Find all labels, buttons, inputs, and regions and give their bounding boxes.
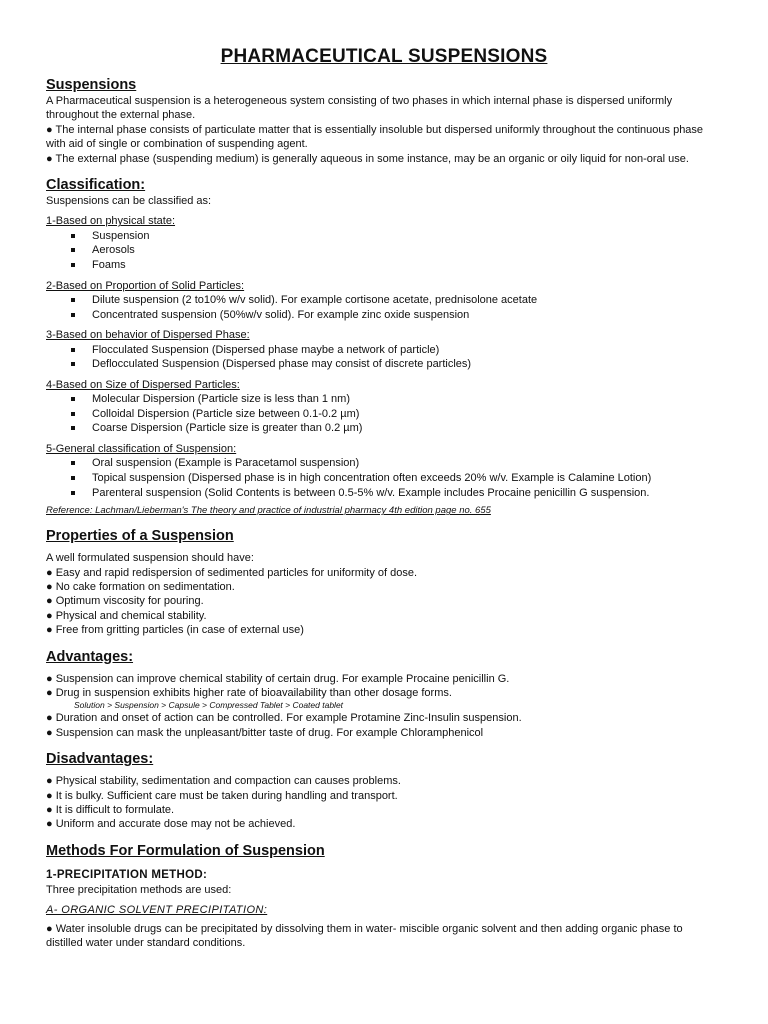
list-item: Oral suspension (Example is Paracetamol suspension) [71,456,722,471]
square-bullet-icon [71,313,75,317]
square-bullet-icon [71,461,75,465]
list-item: Aerosols [71,243,722,258]
precipitation-method-heading: 1-PRECIPITATION METHOD: [46,868,208,881]
list-item: Parenteral suspension (Solid Contents is between 0.5-5% w/v. Example includes Procaine penicillin G suspension. [71,486,722,501]
square-bullet-icon [71,491,75,495]
properties-bullet: ● No cake formation on sedimentation. [46,581,235,593]
suspensions-bullet: ● The internal phase consists of particulate matter that is essentially insoluble but dispersed uniformly throughout the continuous phase with aid of single or combination of suspending agent. [46,123,704,151]
heading-methods: Methods For Formulation of Suspension [46,842,325,859]
square-bullet-icon [71,397,75,401]
list-item: Topical suspension (Dispersed phase is in high concentration often exceeds 20% w/v. Example is Calamine Lotion) [71,471,722,486]
list-item: Flocculated Suspension (Dispersed phase maybe a network of particle) [71,343,722,358]
classification-group-label: 4-Based on Size of Dispersed Particles: [46,378,240,391]
classification-group-label: 5-General classification of Suspension: [46,443,237,455]
heading-properties: Properties of a Suspension [46,528,234,545]
organic-solvent-text: ● Water insoluble drugs can be precipitated by dissolving them in water- miscible organic solvent and then adding organic phase to distilled water under standard conditions. [46,922,683,950]
advantages-bullet: ● Duration and onset of action can be controlled. For example Protamine Zinc-Insulin suspension. [46,712,522,725]
suspensions-intro: A Pharmaceutical suspension is a heterogeneous system consisting of two phases in which internal phase is dispersed uniformly throughout the external phase. [46,95,673,122]
list-item: Suspension [71,229,722,244]
classification-list [46,456,722,500]
list-item: Coarse Dispersion (Particle size is greater than 0.2 µm) [71,421,722,436]
list-item: Dilute suspension (2 to10% w/v solid). For example cortisone acetate, prednisolone acetate [71,293,722,308]
section-properties [46,527,722,637]
list-item: Molecular Dispersion (Particle size is less than 1 nm) [71,392,722,407]
properties-bullet: ● Physical and chemical stability. [46,609,207,622]
square-bullet-icon [71,248,75,252]
reference-note: Reference: Lachman/Lieberman's The theory and practice of industrial pharmacy 4th edition page no. 655 [46,505,491,517]
properties-intro: A well formulated suspension should have: [46,552,254,565]
square-bullet-icon [71,298,75,302]
section-advantages [46,648,722,741]
list-item: Foams [71,258,722,273]
section-classification [46,176,722,517]
classification-list [46,392,722,436]
heading-classification: Classification: [46,177,146,194]
disadvantages-bullet: ● Uniform and accurate dose may not be achieved. [46,818,296,831]
disadvantages-bullet: ● It is difficult to formulate. [46,804,175,817]
advantages-bullet: ● Drug in suspension exhibits higher rate of bioavailability than other dosage forms. [46,687,452,700]
classification-list [46,343,722,372]
list-item: Concentrated suspension (50%w/v solid). For example zinc oxide suspension [71,308,722,323]
square-bullet-icon [71,362,75,366]
properties-bullet: ● Optimum viscosity for pouring. [46,595,204,608]
advantages-bullet: ● Suspension can mask the unpleasant/bitter taste of drug. For example Chloramphenicol [46,726,484,739]
square-bullet-icon [71,234,75,238]
heading-suspensions: Suspensions [46,77,137,93]
bioavailability-order: Solution > Suspension > Capsule > Compressed Tablet > Coated tablet [74,700,344,711]
classification-intro: Suspensions can be classified as: [46,195,212,208]
classification-group-label: 2-Based on Proportion of Solid Particles: [46,279,245,292]
classification-list [46,229,722,273]
disadvantages-bullet: ● Physical stability, sedimentation and compaction can causes problems. [46,775,401,788]
square-bullet-icon [71,348,75,352]
section-methods [46,842,722,951]
heading-disadvantages: Disadvantages: [46,751,154,768]
list-item: Deflocculated Suspension (Dispersed phase may consist of discrete particles) [71,357,722,372]
heading-advantages: Advantages: [46,648,134,665]
classification-group-label: 3-Based on behavior of Dispersed Phase: [46,329,250,342]
disadvantages-bullet: ● It is bulky. Sufficient care must be taken during handling and transport. [46,789,398,802]
square-bullet-icon [71,412,75,416]
square-bullet-icon [71,426,75,430]
square-bullet-icon [71,263,75,267]
section-suspensions [46,76,722,166]
properties-bullet: ● Free from gritting particles (in case of external use) [46,624,304,637]
classification-group-label: 1-Based on physical state: [46,215,176,228]
organic-solvent-heading: A- ORGANIC SOLVENT PRECIPITATION: [46,904,268,917]
properties-bullet: ● Easy and rapid redispersion of sedimented particles for uniformity of dose. [46,566,418,579]
precipitation-intro: Three precipitation methods are used: [46,883,232,896]
section-disadvantages [46,750,722,832]
advantages-bullet: ● Suspension can improve chemical stability of certain drug. For example Procaine penicillin G. [46,672,510,685]
suspensions-bullet: ● The external phase (suspending medium) is generally aqueous in some instance, may be an organic or oily liquid for non-oral use. [46,152,689,165]
classification-list [46,293,722,322]
square-bullet-icon [71,476,75,480]
page-title: PHARMACEUTICAL SUSPENSIONS [220,46,548,67]
list-item: Colloidal Dispersion (Particle size between 0.1-0.2 µm) [71,407,722,422]
